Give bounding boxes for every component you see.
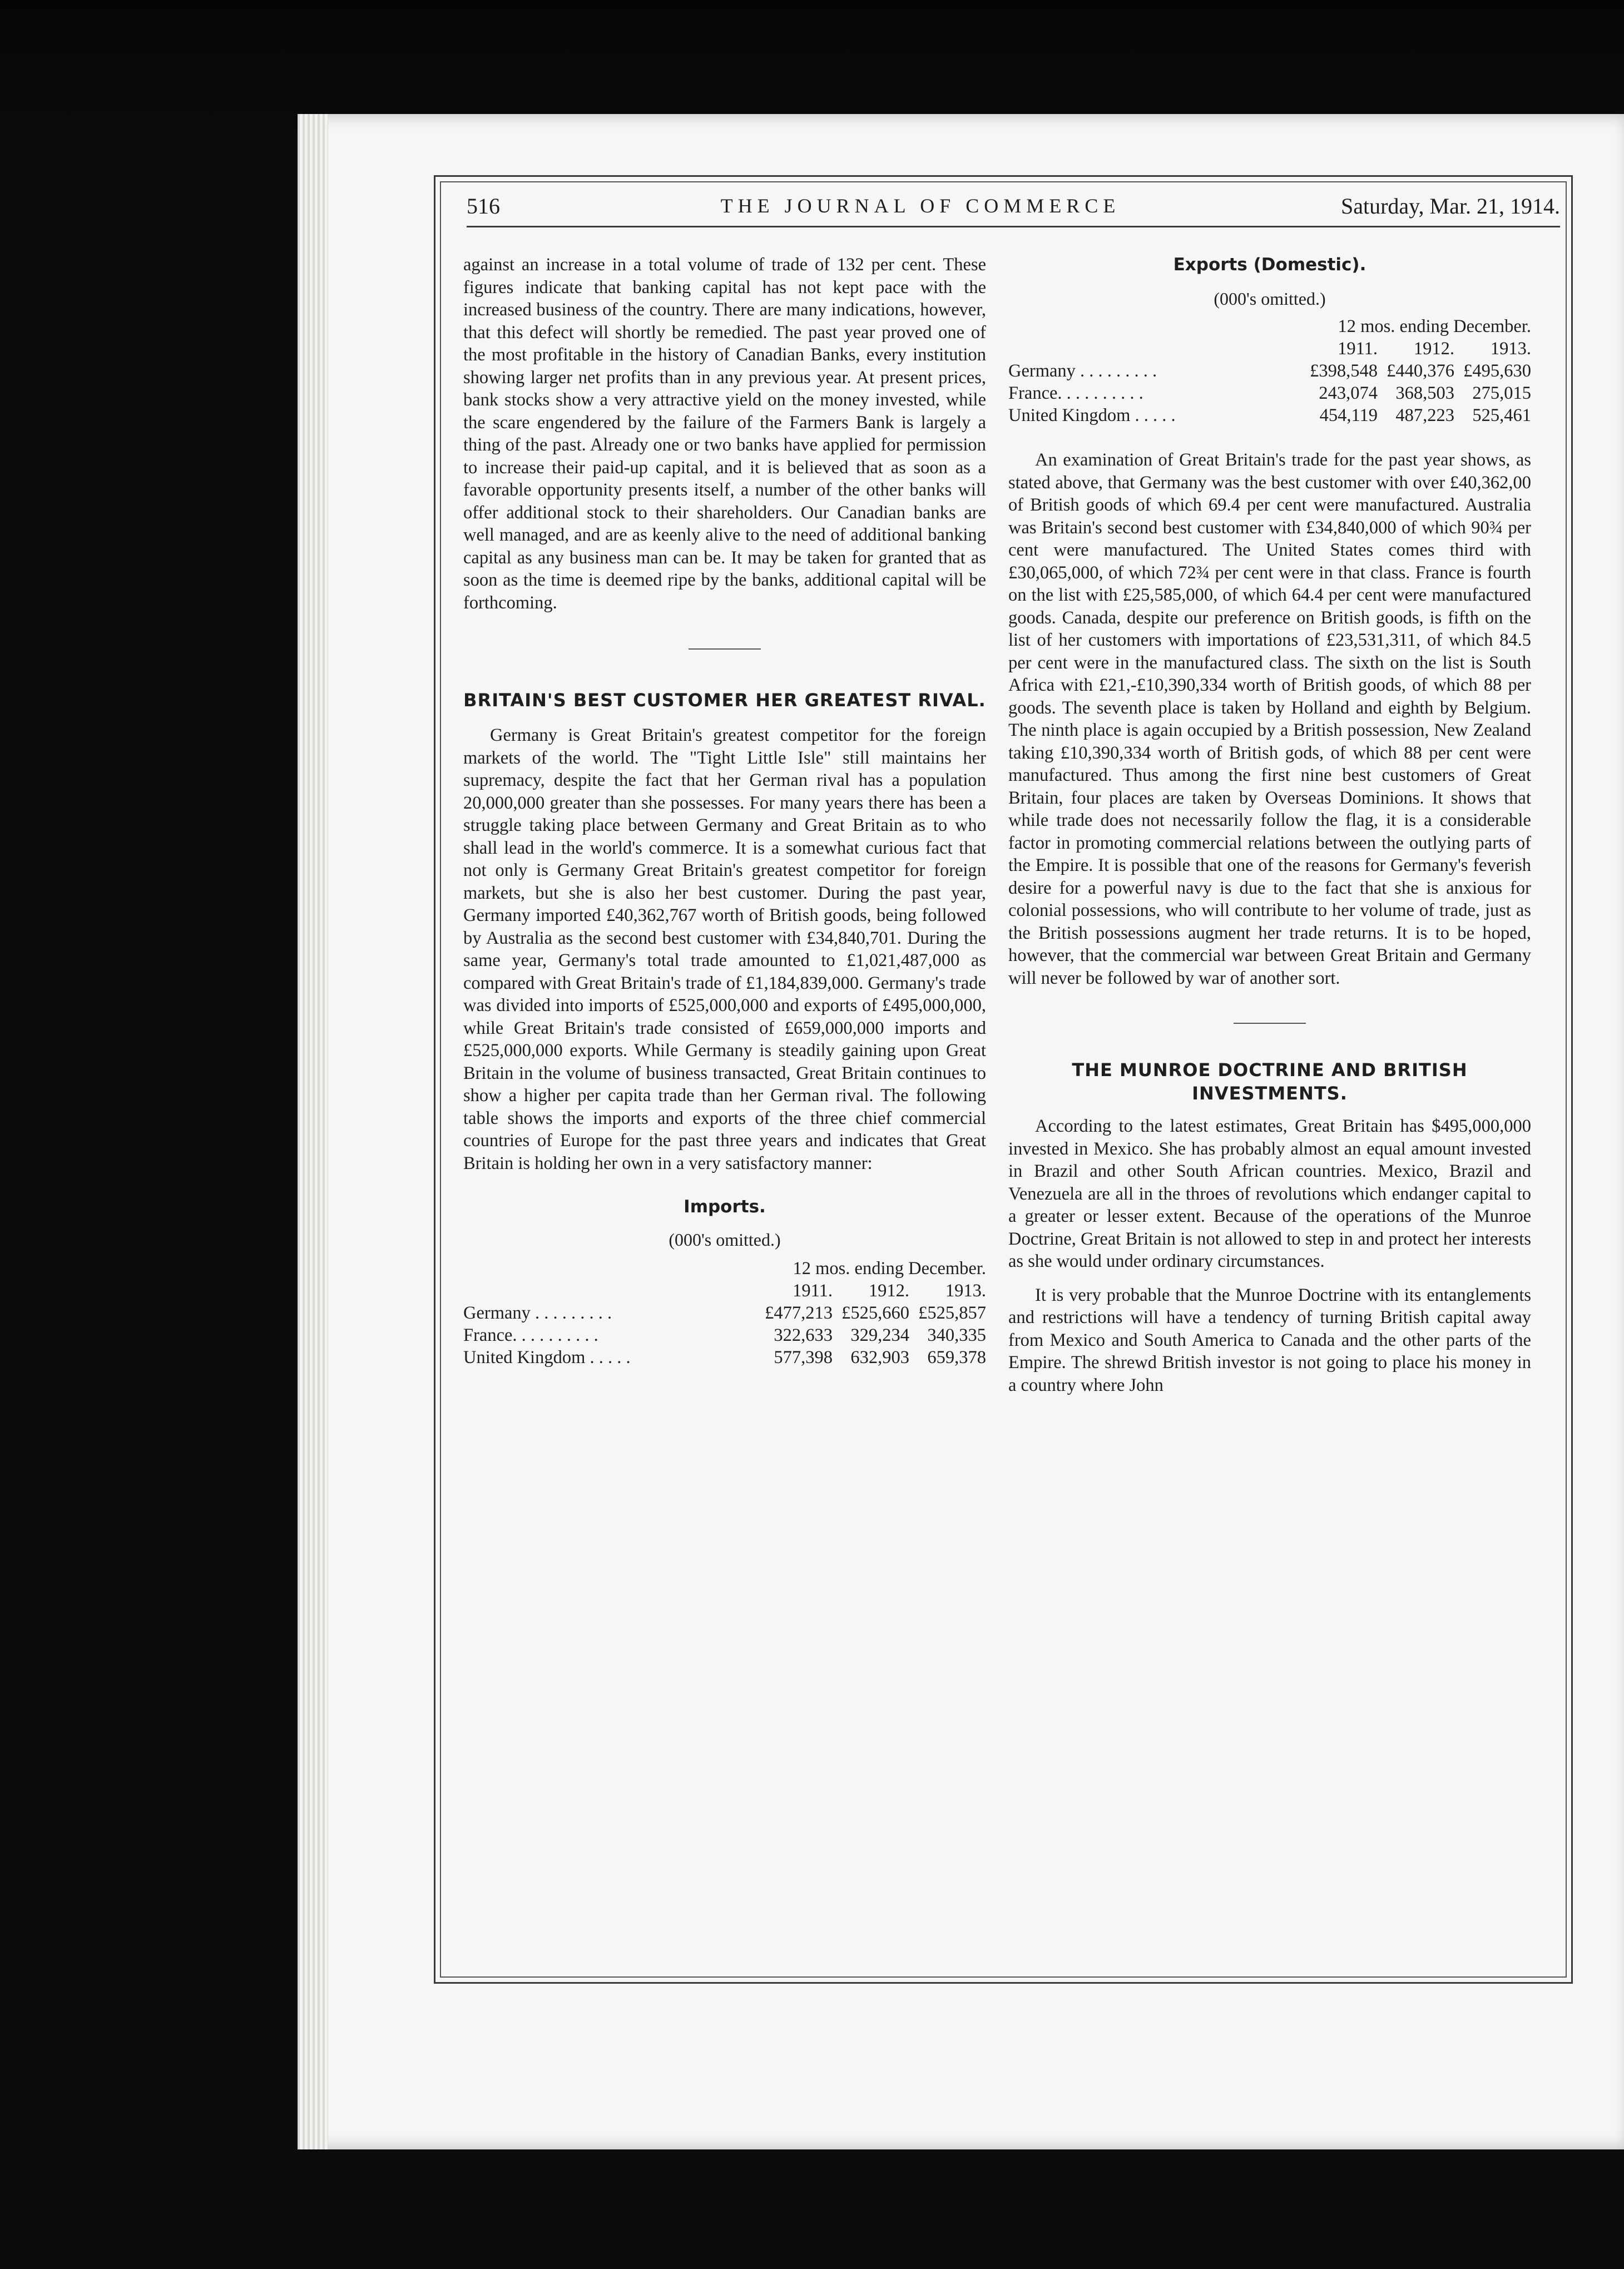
value-cell: £525,857 xyxy=(918,1303,986,1323)
value-cell: 487,223 xyxy=(1395,405,1454,425)
year-header: 1912. xyxy=(868,1281,909,1301)
year-header: 1913. xyxy=(1490,339,1531,359)
table-header-row xyxy=(1008,338,1531,360)
article-heading: BRITAIN'S BEST CUSTOMER HER GREATEST RIVAL. xyxy=(463,690,986,711)
table-header-row xyxy=(463,1280,986,1302)
value-cell: 329,234 xyxy=(850,1325,909,1345)
issue-date: Saturday, Mar. 21, 1914. xyxy=(1340,193,1560,219)
value-cell: 368,503 xyxy=(1395,383,1454,403)
value-cell: £398,548 xyxy=(1310,361,1378,381)
value-cell: 525,461 xyxy=(1472,405,1531,425)
year-header: 1912. xyxy=(1413,339,1454,359)
country-cell: France. . . . . . . . . . xyxy=(463,1325,598,1345)
table-row xyxy=(463,1302,986,1324)
table-row xyxy=(1008,360,1531,382)
page-number: 516 xyxy=(467,193,500,219)
country-cell: United Kingdom . . . . . xyxy=(1008,405,1176,425)
table-header-row xyxy=(1008,315,1531,338)
munroe-paragraph-1: According to the latest estimates, Great Britain has $495,000,000 invested in Mexico. She has probably almost an equal amount invested in Brazil and other South African countries. Mexico, Brazil and Venezuela are all in the throes of revolutions which endanger capital to a greater or lesser extent. Because of the operations of the Munroe Doctrine, Great Britain is not allowed to step in and protect her interests as she would under ordinary circumstances. xyxy=(1008,1116,1531,1271)
table-row xyxy=(463,1346,986,1369)
value-cell: £495,630 xyxy=(1463,361,1531,381)
table-period: 12 mos. ending December. xyxy=(1338,316,1531,336)
year-header: 1911. xyxy=(793,1281,833,1301)
table-period: 12 mos. ending December. xyxy=(793,1259,986,1279)
year-header: 1911. xyxy=(1338,339,1378,359)
exports-table-title: Exports (Domestic). xyxy=(1173,255,1366,275)
munroe-heading: THE MUNROE DOCTRINE AND BRITISH INVESTMENTS. xyxy=(1072,1059,1468,1104)
value-cell: 632,903 xyxy=(850,1347,909,1368)
exports-table xyxy=(1008,315,1531,427)
munroe-paragraph-2: It is very probable that the Munroe Doctrine with its entanglements and restrictions will have a tendency of turning British capital away from Mexico and South America to Canada and the other parts of the Empire. The shrewd British investor is not going to place his money in a country where John xyxy=(1008,1285,1531,1395)
value-cell: 243,074 xyxy=(1319,383,1378,403)
imports-table xyxy=(463,1257,986,1369)
journal-title: THE JOURNAL OF COMMERCE xyxy=(720,195,1121,217)
year-header: 1913. xyxy=(945,1281,986,1301)
imports-table-title: Imports. xyxy=(684,1197,766,1217)
value-cell: 659,378 xyxy=(927,1347,986,1368)
country-cell: United Kingdom . . . . . xyxy=(463,1347,631,1368)
table-row xyxy=(1008,382,1531,404)
intro-paragraph: against an increase in a total volume of trade of 132 per cent. These figures indicate that banking capital has not kept pace with the increased business of the country. There are many indications, however, that this defect will shortly be remedied. The past year proved one of the most profitable in the history of Canadian Banks, every institution showing larger net profits than in any previous year. At present prices, bank stocks show a very attractive yield on the money invested, while the scare engendered by the failure of the Farmers Bank is largely a thing of the past. Already one or two banks have applied for permission to increase their paid-up capital, and it is believed that as soon as a favorable opportunity presents itself, a number of the other banks will offer additional stock to their shareholders. Our Canadian banks are well managed, and are as keenly alive to the need of additional banking capital as any business man can be. It may be taken for granted that as soon as the time is deemed ripe by the banks, additional capital will be forthcoming. xyxy=(463,255,986,613)
value-cell: £477,213 xyxy=(765,1303,833,1323)
exports-table-note: (000's omitted.) xyxy=(1214,288,1326,309)
country-cell: Germany . . . . . . . . . xyxy=(1008,361,1157,381)
left-column xyxy=(463,254,986,1369)
running-header xyxy=(467,189,1560,227)
article-paragraph: Germany is Great Britain's greatest competitor for the foreign markets of the world. The "Tight Little Isle" still maintains her supremacy, despite the fact that her German rival has a population 20,000,000 greater than she possesses. For many years there has been a struggle taking place between Germany and Great Britain as to who shall lead in the world's commerce. It is a somewhat curious fact that not only is Germany Great Britain's greatest competitor for foreign markets, but she is also her best customer. During the past year, Germany imported £40,362,767 worth of British goods, being followed by Australia as the second best customer with £34,840,701. During the same year, Germany's total trade amounted to £1,021,487,000 as compared with Great Britain's trade of £1,184,839,000. Germany's trade was divided into imports of £525,000,000 and exports of £495,000,000, while Great Britain's trade consisted of £659,000,000 imports and £525,000,000 exports. While Germany is steadily gaining upon Great Britain in the volume of business transacted, Great Britain continues to show a higher per capita trade than her German rival. The following table shows the imports and exports of the three chief commercial countries of Europe for the past three years and indicates that Great Britain is holding her own in a very satisfactory manner: xyxy=(463,725,986,1173)
right-column xyxy=(1008,254,1531,1396)
table-header-row xyxy=(463,1257,986,1280)
value-cell: 322,633 xyxy=(774,1325,833,1345)
page-frame xyxy=(434,175,1573,1984)
imports-table-note: (000's omitted.) xyxy=(669,1229,781,1250)
page-edge xyxy=(298,114,328,2149)
value-cell: 577,398 xyxy=(774,1347,833,1368)
table-row xyxy=(463,1324,986,1346)
value-cell: 454,119 xyxy=(1319,405,1378,425)
value-cell: 275,015 xyxy=(1472,383,1531,403)
country-cell: Germany . . . . . . . . . xyxy=(463,1303,612,1323)
table-row xyxy=(1008,404,1531,427)
value-cell: 340,335 xyxy=(927,1325,986,1345)
examination-paragraph: An examination of Great Britain's trade for the past year shows, as stated above, that Germany was the best customer with over £40,362,00 of British goods of which 69.4 per cent were manufactured. Australia was Britain's second best customer with £34,840,000 of which 90¾ per cent were manufactured. The United States comes third with £30,065,000, of which 72¾ per cent were in that class. France is fourth on the list with £25,585,000, of which 64.4 per cent were manufactured goods. Canada, despite our preference on British goods, is fifth on the list of her customers with importations of £23,531,311, of which 84.5 per cent were in the manufactured class. The sixth on the list is South Africa with £21,-£10,390,334 worth of British goods, of which 88 per goods. The seventh place is taken by Holland and eighth by Belgium. The ninth place is again occupied by a British possession, New Zealand taking £10,390,334 worth of British gods, of which 88 per cent were manufactured. Thus among the first nine best customers of Great Britain, four places are taken by Overseas Dominions. It shows that while trade does not necessarily follow the flag, it is a considerable factor in promoting commercial relations between the outlying parts of the Empire. It is possible that one of the reasons for Germany's feverish desire for a powerful navy is due to the fact that she is anxious for colonial possessions, who will contribute to her volume of trade, just as the British possessions augment her trade returns. It is to be hoped, however, that the commercial war between Great Britain and Germany will never be followed by war of another sort. xyxy=(1008,450,1531,988)
value-cell: £525,660 xyxy=(841,1303,909,1323)
value-cell: £440,376 xyxy=(1387,361,1454,381)
country-cell: France. . . . . . . . . . xyxy=(1008,383,1143,403)
